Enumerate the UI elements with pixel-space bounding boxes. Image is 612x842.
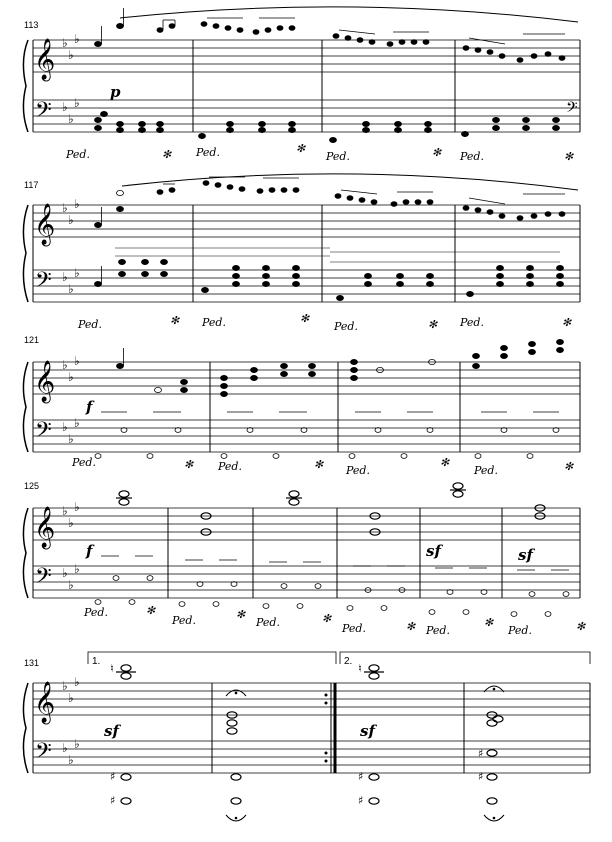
svg-text:♭: ♭ <box>74 562 80 576</box>
svg-text:♯: ♯ <box>358 794 364 807</box>
svg-text:♭: ♭ <box>68 48 74 62</box>
svg-text:♭: ♭ <box>74 197 80 211</box>
measure-number-125: 125 <box>24 481 40 491</box>
bass-clef: 𝄢 <box>35 268 52 298</box>
svg-text:✻: ✻ <box>296 142 306 155</box>
fermata-icon <box>226 686 504 821</box>
system-5 <box>23 652 590 821</box>
svg-text:Ped.: Ped. <box>342 622 366 635</box>
svg-text:♭: ♭ <box>62 504 68 518</box>
svg-text:♭: ♭ <box>62 420 68 434</box>
svg-text:Ped.: Ped. <box>474 464 498 477</box>
svg-text:♮: ♮ <box>358 662 362 675</box>
treble-notes <box>95 8 566 62</box>
svg-text:♭: ♭ <box>74 32 80 46</box>
pedal-row-4 <box>83 604 586 637</box>
dynamic-p: p <box>110 83 121 101</box>
bass-staff <box>33 566 580 598</box>
key-signature <box>62 197 80 296</box>
svg-text:♭: ♭ <box>74 96 80 110</box>
svg-text:♭: ♭ <box>68 753 74 767</box>
treble-staff <box>33 508 580 540</box>
svg-text:Ped.: Ped. <box>256 616 280 629</box>
svg-text:Ped.: Ped. <box>218 460 242 473</box>
svg-text:✻: ✻ <box>322 612 332 625</box>
volta-1: 1. <box>92 656 101 667</box>
svg-text:♭: ♭ <box>68 282 74 296</box>
svg-text:✻: ✻ <box>432 146 442 159</box>
volta-brackets <box>88 652 590 664</box>
bass-staff <box>33 741 590 773</box>
svg-text:✻: ✻ <box>184 458 194 471</box>
svg-text:♭: ♭ <box>62 358 68 372</box>
fermata-dots <box>235 688 496 820</box>
phrase-slur <box>122 174 578 190</box>
svg-text:♯: ♯ <box>478 747 484 760</box>
key-signature <box>62 354 80 446</box>
svg-text:♯: ♯ <box>478 770 484 783</box>
svg-text:♭: ♭ <box>62 100 68 114</box>
svg-text:♯: ♯ <box>358 770 364 783</box>
measure-number-117: 117 <box>24 180 39 190</box>
treble-staff <box>33 40 580 72</box>
svg-text:♭: ♭ <box>68 432 74 446</box>
treble-whole-notes <box>116 665 503 734</box>
svg-text:♭: ♭ <box>62 741 68 755</box>
bass-notes <box>95 259 564 300</box>
svg-text:♭: ♭ <box>74 266 80 280</box>
svg-text:Ped.: Ped. <box>508 624 532 637</box>
svg-text:Ped.: Ped. <box>426 624 450 637</box>
svg-text:♭: ♭ <box>62 679 68 693</box>
inner-voice-lines <box>115 248 560 262</box>
svg-text:♮: ♮ <box>110 662 114 675</box>
treble-clef: 𝄞 <box>34 682 56 723</box>
measure-number-121: 121 <box>24 335 40 345</box>
svg-text:✻: ✻ <box>406 620 416 633</box>
brace <box>23 205 28 302</box>
key-signature <box>62 675 80 767</box>
bass-clef: 𝄢 <box>35 564 52 594</box>
pedal-row-3 <box>71 456 574 477</box>
svg-text:Ped.: Ped. <box>460 316 484 329</box>
treble-clef: 𝄞 <box>34 507 56 548</box>
svg-text:♭: ♭ <box>74 500 80 514</box>
svg-text:✻: ✻ <box>564 460 574 473</box>
dynamic-sf: sf <box>104 722 119 740</box>
svg-text:♭: ♭ <box>62 566 68 580</box>
svg-text:Ped.: Ped. <box>326 150 350 163</box>
svg-text:Ped.: Ped. <box>334 320 358 333</box>
svg-text:♭: ♭ <box>68 370 74 384</box>
dynamic-sf: sf <box>360 722 375 740</box>
svg-text:♭: ♭ <box>68 213 74 227</box>
svg-text:Ped.: Ped. <box>84 606 108 619</box>
system-1 <box>23 7 580 163</box>
bass-whole-notes <box>121 750 497 804</box>
measure-number-131: 131 <box>24 658 40 668</box>
barlines <box>33 362 580 452</box>
svg-text:✻: ✻ <box>564 150 574 163</box>
svg-text:✻: ✻ <box>236 608 246 621</box>
svg-text:♭: ♭ <box>68 112 74 126</box>
svg-text:✻: ✻ <box>440 456 450 469</box>
svg-text:✻: ✻ <box>562 316 572 329</box>
key-signature <box>62 500 80 592</box>
svg-text:✻: ✻ <box>170 314 180 327</box>
brace <box>23 508 28 598</box>
treble-notes <box>117 339 564 396</box>
bass-eighths <box>95 556 569 616</box>
bass-clef: 𝄢 <box>35 418 52 448</box>
svg-text:♭: ♭ <box>74 416 80 430</box>
phrase-slur <box>120 7 578 22</box>
treble-clef: 𝄞 <box>34 39 56 80</box>
repeat-dots <box>325 694 328 763</box>
pedal-row-2 <box>77 312 572 333</box>
svg-text:♭: ♭ <box>74 675 80 689</box>
treble-staff <box>33 683 590 715</box>
svg-text:Ped.: Ped. <box>196 146 220 159</box>
volta-2: 2. <box>344 656 353 667</box>
dynamic-f: f <box>86 398 93 416</box>
svg-text:♭: ♭ <box>74 354 80 368</box>
svg-text:Ped.: Ped. <box>66 148 90 161</box>
clef-change-icon: 𝄢 <box>566 99 578 120</box>
svg-text:Ped.: Ped. <box>202 316 226 329</box>
treble-clef: 𝄞 <box>34 361 56 402</box>
svg-text:✻: ✻ <box>484 616 494 629</box>
barlines <box>33 205 580 302</box>
dynamic-f: f <box>86 542 93 560</box>
svg-text:✻: ✻ <box>300 312 310 325</box>
bass-clef: 𝄢 <box>35 98 52 128</box>
svg-text:♭: ♭ <box>74 737 80 751</box>
svg-text:✻: ✻ <box>146 604 156 617</box>
accidentals <box>110 662 483 807</box>
svg-text:Ped.: Ped. <box>78 318 102 331</box>
brace <box>23 40 28 132</box>
svg-text:♭: ♭ <box>68 691 74 705</box>
bass-staff <box>33 420 580 452</box>
dynamic-sf: sf <box>518 546 533 564</box>
pedal-row-1 <box>65 142 574 163</box>
measure-number-113: 113 <box>24 20 39 30</box>
svg-text:♭: ♭ <box>68 578 74 592</box>
svg-text:♯: ♯ <box>110 794 116 807</box>
treble-whole-notes <box>116 483 545 535</box>
key-signature <box>62 32 80 126</box>
svg-text:♯: ♯ <box>110 770 116 783</box>
system-4 <box>23 481 586 637</box>
svg-text:Ped.: Ped. <box>72 456 96 469</box>
svg-text:✻: ✻ <box>576 620 586 633</box>
bass-clef: 𝄢 <box>35 739 52 769</box>
svg-text:♭: ♭ <box>62 36 68 50</box>
dynamic-sf: sf <box>426 542 441 560</box>
svg-text:Ped.: Ped. <box>460 150 484 163</box>
svg-text:Ped.: Ped. <box>172 614 196 627</box>
bass-eighths <box>95 412 559 458</box>
treble-staff <box>33 205 580 237</box>
treble-staff <box>33 362 580 394</box>
svg-text:♭: ♭ <box>68 516 74 530</box>
svg-text:Ped.: Ped. <box>346 464 370 477</box>
barlines <box>33 508 580 598</box>
svg-text:✻: ✻ <box>314 458 324 471</box>
svg-text:♭: ♭ <box>62 201 68 215</box>
brace <box>23 683 28 773</box>
svg-text:♭: ♭ <box>62 270 68 284</box>
treble-clef: 𝄞 <box>34 204 56 245</box>
system-3 <box>23 335 580 477</box>
brace <box>23 362 28 452</box>
system-2 <box>23 174 580 333</box>
treble-notes <box>95 177 566 228</box>
svg-text:✻: ✻ <box>162 148 172 161</box>
svg-text:✻: ✻ <box>428 318 438 331</box>
